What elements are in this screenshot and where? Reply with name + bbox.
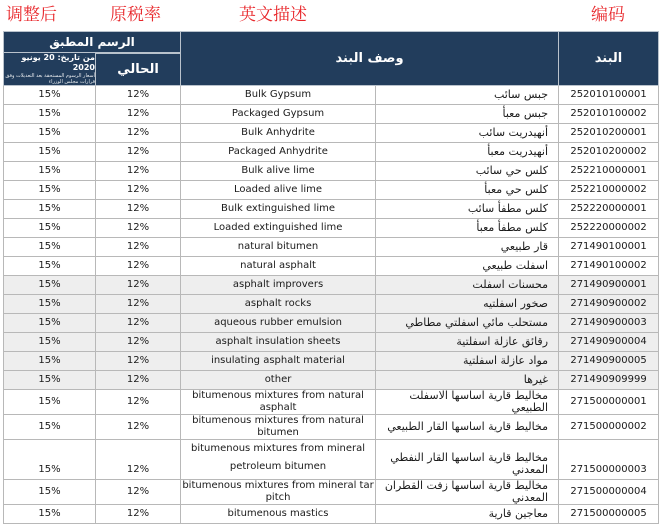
item-code-cell: 252220000001 bbox=[559, 200, 659, 219]
item-code-cell: 252210000001 bbox=[559, 162, 659, 181]
arabic-description-cell: اسفلت طبيعي bbox=[376, 257, 559, 276]
table-row bbox=[4, 219, 659, 238]
english-description-cell: insulating asphalt material bbox=[181, 352, 376, 371]
new-rate-cell: 15% bbox=[4, 86, 96, 105]
table-row bbox=[4, 314, 659, 333]
item-code-cell: 252210000002 bbox=[559, 181, 659, 200]
current-rate-cell: 12% bbox=[96, 200, 181, 219]
arabic-description-cell: كلس حي سائب bbox=[376, 162, 559, 181]
tariff-table bbox=[3, 31, 659, 524]
current-rate-cell: 12% bbox=[96, 105, 181, 124]
current-header: الحالي bbox=[96, 54, 181, 86]
item-code-cell: 271490900001 bbox=[559, 276, 659, 295]
new-rate-cell: 15% bbox=[4, 181, 96, 200]
new-rate-cell: 15% bbox=[4, 295, 96, 314]
english-description-cell: Bulk Anhydrite bbox=[181, 124, 376, 143]
item-code-cell: 271490900005 bbox=[559, 352, 659, 371]
item-code-cell: 271500000002 bbox=[559, 415, 659, 440]
applied-tariff-header: الرسم المطبق bbox=[4, 32, 181, 53]
english-description-line: bitumenous mixtures from mineral bbox=[190, 443, 366, 454]
arabic-description-cell: محسنات اسفلت bbox=[376, 276, 559, 295]
table-row bbox=[4, 352, 659, 371]
item-code-cell: 271490900003 bbox=[559, 314, 659, 333]
new-rate-cell: 15% bbox=[4, 105, 96, 124]
table-row bbox=[4, 333, 659, 352]
current-rate-cell: 12% bbox=[96, 124, 181, 143]
table-row bbox=[4, 200, 659, 219]
new-rate-cell: 15% bbox=[4, 333, 96, 352]
new-rate-cell: 15% bbox=[4, 440, 96, 480]
new-rate-cell: 15% bbox=[4, 390, 96, 415]
current-rate-cell: 12% bbox=[96, 480, 181, 505]
annotation-english-description: 英文描述 bbox=[239, 5, 307, 25]
english-description-cell: bitumenous mixtures from natural bitumen bbox=[181, 415, 376, 440]
new-rate-cell: 15% bbox=[4, 314, 96, 333]
english-description-cell bbox=[181, 440, 376, 480]
item-code-cell: 252220000002 bbox=[559, 219, 659, 238]
current-rate-cell: 12% bbox=[96, 505, 181, 524]
arabic-description-cell: جبس معبأ bbox=[376, 105, 559, 124]
current-rate-cell: 12% bbox=[96, 314, 181, 333]
item-header: البند bbox=[559, 32, 659, 86]
new-rate-cell: 15% bbox=[4, 257, 96, 276]
item-description-header: وصف البند bbox=[181, 32, 559, 86]
new-rate-cell: 15% bbox=[4, 143, 96, 162]
current-rate-cell: 12% bbox=[96, 295, 181, 314]
table-row bbox=[4, 143, 659, 162]
table-row bbox=[4, 124, 659, 143]
from-date-text: من تاريخ: 20 يونيو 2020 bbox=[21, 53, 95, 72]
item-code-cell: 271490900002 bbox=[559, 295, 659, 314]
arabic-description-cell: جبس سائب bbox=[376, 86, 559, 105]
english-description-cell: Packaged Gypsum bbox=[181, 105, 376, 124]
new-rate-cell: 15% bbox=[4, 480, 96, 505]
new-rate-cell: 15% bbox=[4, 505, 96, 524]
english-description-cell: natural bitumen bbox=[181, 238, 376, 257]
arabic-description-cell: أنهيدريت معبأ bbox=[376, 143, 559, 162]
new-rate-cell: 15% bbox=[4, 276, 96, 295]
english-description-cell: Bulk alive lime bbox=[181, 162, 376, 181]
annotation-code: 编码 bbox=[591, 5, 625, 25]
item-code-cell: 271490100001 bbox=[559, 238, 659, 257]
new-rate-cell: 15% bbox=[4, 352, 96, 371]
from-date-header bbox=[4, 53, 96, 86]
table-row bbox=[4, 505, 659, 524]
english-description-cell: bitumenous mixtures from mineral tar pitch bbox=[182, 480, 374, 503]
current-rate-cell: 12% bbox=[96, 181, 181, 200]
table-row bbox=[4, 390, 659, 415]
item-code-cell: 271490100002 bbox=[559, 257, 659, 276]
current-rate-cell: 12% bbox=[96, 440, 181, 480]
english-description-cell: Packaged Anhydrite bbox=[181, 143, 376, 162]
english-description-cell: bitumenous mastics bbox=[181, 505, 376, 524]
table-row bbox=[4, 181, 659, 200]
current-rate-cell: 12% bbox=[96, 371, 181, 390]
arabic-description-cell: رقائق عازلة اسفلتية bbox=[376, 333, 559, 352]
item-code-cell: 271500000001 bbox=[559, 390, 659, 415]
table-row bbox=[4, 415, 659, 440]
arabic-description-cell: غيرها bbox=[376, 371, 559, 390]
current-rate-cell: 12% bbox=[96, 238, 181, 257]
english-description-cell: Bulk extinguished lime bbox=[181, 200, 376, 219]
table-row bbox=[4, 276, 659, 295]
current-rate-cell: 12% bbox=[96, 352, 181, 371]
new-rate-cell: 15% bbox=[4, 238, 96, 257]
arabic-description-cell: مخاليط قارية اساسها القار الطبيعي bbox=[376, 415, 559, 440]
table-row bbox=[4, 105, 659, 124]
arabic-description-cell: مستحلب مائي اسفلتي مطاطي bbox=[376, 314, 559, 333]
current-rate-cell: 12% bbox=[96, 86, 181, 105]
arabic-description-cell: قار طبيعي bbox=[376, 238, 559, 257]
english-description-cell: natural asphalt bbox=[181, 257, 376, 276]
annotation-adjusted-rate: 调整后 bbox=[6, 5, 57, 25]
current-rate-cell: 12% bbox=[96, 415, 181, 440]
current-rate-cell: 12% bbox=[96, 333, 181, 352]
table-row bbox=[4, 295, 659, 314]
english-description-cell: aqueous rubber emulsion bbox=[181, 314, 376, 333]
arabic-description-cell: كلس مطفأ سائب bbox=[376, 200, 559, 219]
new-rate-cell: 15% bbox=[4, 415, 96, 440]
table-row bbox=[4, 162, 659, 181]
english-description-cell: bitumenous mixtures from natural asphalt bbox=[181, 390, 376, 415]
item-code-cell: 271500000004 bbox=[559, 480, 659, 505]
item-code-cell: 271500000005 bbox=[559, 505, 659, 524]
english-description-cell: asphalt rocks bbox=[181, 295, 376, 314]
current-rate-cell: 12% bbox=[96, 390, 181, 415]
item-code-cell: 252010200001 bbox=[559, 124, 659, 143]
item-code-cell: 271490909999 bbox=[559, 371, 659, 390]
new-rate-cell: 15% bbox=[4, 162, 96, 181]
table-row bbox=[4, 238, 659, 257]
current-rate-cell: 12% bbox=[96, 257, 181, 276]
english-description-cell: asphalt improvers bbox=[181, 276, 376, 295]
english-description-cell: Bulk Gypsum bbox=[181, 86, 376, 105]
table-header bbox=[4, 32, 659, 86]
table-row bbox=[4, 440, 659, 480]
current-rate-cell: 12% bbox=[96, 276, 181, 295]
item-code-cell: 252010100001 bbox=[559, 86, 659, 105]
english-description-cell: other bbox=[181, 371, 376, 390]
table-row bbox=[4, 480, 659, 505]
table-row bbox=[4, 371, 659, 390]
new-rate-cell: 15% bbox=[4, 219, 96, 238]
arabic-description-cell: صخور اسفلتيه bbox=[376, 295, 559, 314]
new-rate-cell: 15% bbox=[4, 124, 96, 143]
arabic-description-cell: أنهيدريت سائب bbox=[376, 124, 559, 143]
arabic-description-cell: مخاليط قارية اساسها الاسفلت الطبيعي bbox=[376, 390, 559, 415]
current-rate-cell: 12% bbox=[96, 162, 181, 181]
arabic-description-cell: معاجين قارية bbox=[376, 505, 559, 524]
arabic-description-cell: كلس مطفأ معبأ bbox=[376, 219, 559, 238]
item-code-cell: 271500000003 bbox=[559, 440, 659, 480]
arabic-description-cell: مواد عازلة اسفلتية bbox=[376, 352, 559, 371]
new-rate-cell: 15% bbox=[4, 371, 96, 390]
table-row bbox=[4, 86, 659, 105]
arabic-description-cell: مخاليط قارية اساسها زفت القطران المعدني bbox=[376, 480, 559, 505]
item-code-cell: 252010200002 bbox=[559, 143, 659, 162]
table-body bbox=[4, 86, 659, 524]
date-note-text: أسعار الرسوم المستحقة بعد التعديلات وفق قرارات مجلس الوزراء bbox=[5, 73, 95, 85]
english-description-cell: Loaded alive lime bbox=[181, 181, 376, 200]
item-code-cell: 271490900004 bbox=[559, 333, 659, 352]
english-description-line: petroleum bitumen bbox=[229, 461, 327, 472]
current-rate-cell: 12% bbox=[96, 143, 181, 162]
arabic-description-cell: كلس حي معبأ bbox=[376, 181, 559, 200]
current-rate-cell: 12% bbox=[96, 219, 181, 238]
item-code-cell: 252010100002 bbox=[559, 105, 659, 124]
english-description-cell: Loaded extinguished lime bbox=[181, 219, 376, 238]
new-rate-cell: 15% bbox=[4, 200, 96, 219]
arabic-description-cell: مخاليط قارية اساسها القار النفطي المعدني bbox=[376, 440, 559, 480]
table-row bbox=[4, 257, 659, 276]
annotation-original-rate: 原税率 bbox=[110, 5, 161, 25]
english-description-cell: asphalt insulation sheets bbox=[181, 333, 376, 352]
